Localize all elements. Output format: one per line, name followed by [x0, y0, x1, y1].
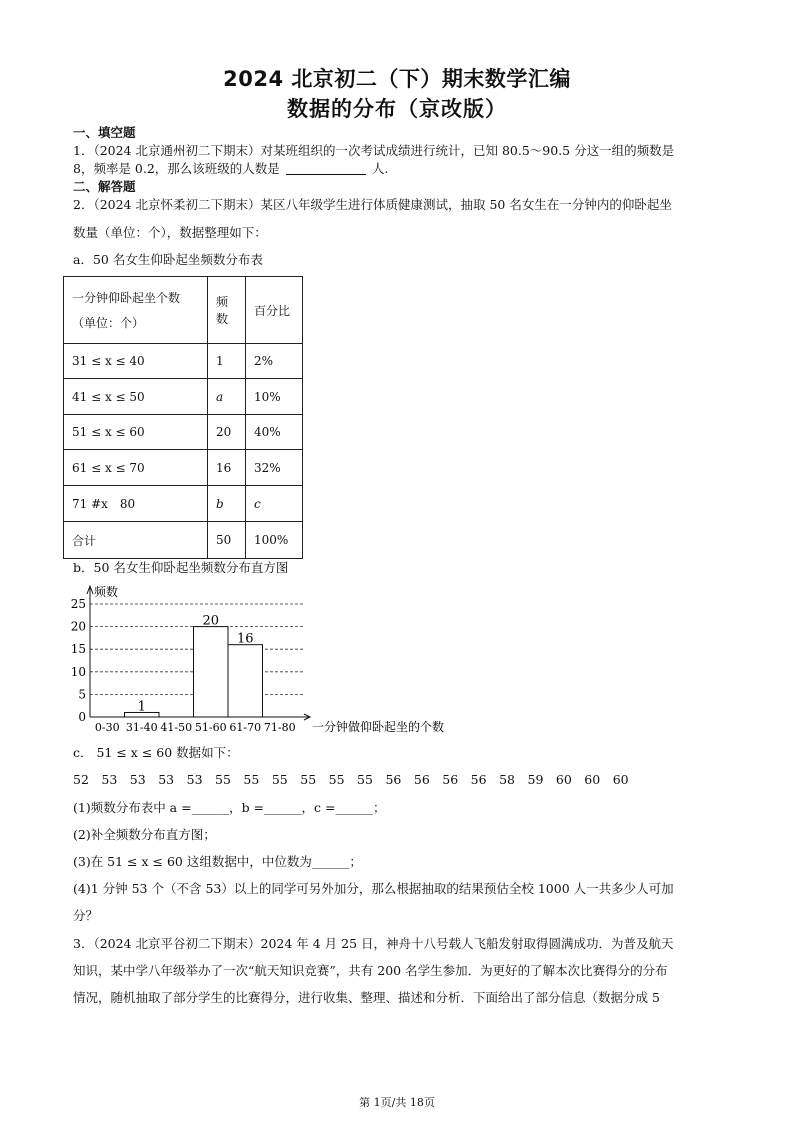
percent-cell: 2% — [246, 344, 303, 379]
q1-line1: 1．（2024 北京通州初二下期末）对某班组织的一次考试成绩进行统计，已知 80.5～90.5 分这一组的频数是 — [73, 143, 675, 158]
q2-part1: (1)频数分布表中 a =______，b =______，c =______； — [73, 800, 386, 815]
answer-blank — [286, 161, 366, 175]
bar-data-label: 20 — [202, 613, 220, 629]
range-cell: 41 ≤ x ≤ 50 — [64, 379, 208, 415]
page-title: 2024 北京初二（下）期末数学汇编 — [223, 67, 571, 91]
y-tick-label: 25 — [70, 597, 86, 611]
q3-line3: 情况，随机抽取了部分学生的比赛得分，进行收集、整理、描述和分析．下面给出了部分信息（数据分成 5 — [73, 990, 660, 1005]
percent-cell: 32% — [246, 450, 303, 486]
x-tick-label: 51-60 — [194, 721, 227, 734]
count-cell: 50 — [208, 522, 246, 559]
page-subtitle: 数据的分布（京改版） — [287, 97, 507, 121]
count-cell: 16 — [208, 450, 246, 486]
q2-part4-line2: 分？ — [73, 908, 99, 923]
table-row — [64, 344, 303, 379]
percent-cell: 100% — [246, 522, 303, 559]
y-tick-label: 0 — [78, 710, 86, 724]
q2-line1: 2．（2024 北京怀柔初二下期末）某区八年级学生进行体质健康测试，抽取 50 名女生在一分钟内的仰卧起坐 — [73, 197, 672, 212]
header-unit: （单位：个） — [72, 316, 145, 330]
count-cell: a — [208, 379, 246, 415]
q1-unit: 人. — [371, 161, 389, 176]
section-fill-blank: 一、填空题 — [73, 125, 136, 140]
bar-data-label: 1 — [137, 699, 146, 715]
range-cell: 61 ≤ x ≤ 70 — [64, 450, 208, 486]
y-tick-label: 20 — [70, 619, 86, 634]
x-tick-label: 41-50 — [160, 721, 193, 734]
x-tick-label: 31-40 — [125, 721, 158, 734]
bar-data-label: 16 — [236, 631, 254, 647]
percent-cell: c — [246, 486, 303, 522]
y-tick-label: 15 — [70, 642, 86, 657]
q2-part2: (2)补全频数分布直方图； — [73, 827, 216, 842]
header-cell: 百分比 — [246, 277, 303, 344]
table-row — [64, 486, 303, 522]
percent-cell: 10% — [246, 379, 303, 415]
frequency-table — [63, 276, 303, 559]
histogram-caption: b．50 名女生仰卧起坐频数分布直方图 — [73, 560, 289, 575]
table-caption: a．50 名女生仰卧起坐频数分布表 — [73, 252, 263, 267]
header-cell — [64, 277, 208, 344]
header-text: 一分钟仰卧起坐个数 — [72, 291, 181, 305]
table-row — [64, 379, 303, 415]
table-row — [64, 450, 303, 486]
q2-part4-line1: (4)1 分钟 53 个（不含 53）以上的同学可另外加分，那么根据抽取的结果预估全校 1000 人一共多少人可加 — [73, 881, 674, 896]
table-header-row — [64, 277, 303, 344]
data-caption: c． 51 ≤ x ≤ 60 数据如下： — [73, 745, 239, 760]
q3-line1: 3．（2024 北京平谷初二下期末）2024 年 4 月 25 日，神舟十八号载人飞船发射取得圆满成功．为普及航天 — [73, 936, 674, 951]
x-axis-label: 一分钟做仰卧起坐的个数 — [312, 720, 445, 734]
q2-line2: 数量（单位：个），数据整理如下： — [73, 225, 267, 240]
range-cell: 31 ≤ x ≤ 40 — [64, 344, 208, 379]
range-cell: 合计 — [64, 522, 208, 559]
percent-cell: 40% — [246, 415, 303, 450]
data-values: 52 53 53 53 53 55 55 55 55 55 55 56 56 56 56 58 59 60 60 60 — [73, 772, 629, 787]
table-row — [64, 415, 303, 450]
y-tick-label: 5 — [78, 687, 86, 702]
q2-part3: (3)在 51 ≤ x ≤ 60 这组数据中，中位数为______； — [73, 854, 362, 869]
header-cell: 频数 — [208, 277, 246, 344]
table-row — [64, 522, 303, 559]
page-footer: 第 1页/共 18页 — [359, 1096, 435, 1109]
section-answer: 二、解答题 — [73, 179, 136, 194]
count-cell: b — [208, 486, 246, 522]
histogram-chart — [60, 580, 480, 740]
q1-line2 — [73, 160, 388, 178]
y-tick-label: 10 — [70, 664, 86, 679]
x-tick-label: 61-70 — [229, 721, 262, 734]
x-tick-label: 0-30 — [94, 721, 120, 734]
histogram-bar — [228, 645, 263, 717]
q1-text: 8，频率是 0.2，那么该班级的人数是 — [73, 161, 280, 176]
count-cell: 20 — [208, 415, 246, 450]
q3-line2: 知识，某中学八年级举办了一次“航天知识竞赛”，共有 200 名学生参加．为更好的了解本次比赛得分的分布 — [73, 963, 668, 978]
x-tick-label: 71-80 — [263, 721, 296, 734]
count-cell: 1 — [208, 344, 246, 379]
range-cell: 51 ≤ x ≤ 60 — [64, 415, 208, 450]
range-cell: 71 #x 80 — [64, 486, 208, 522]
histogram-bar — [194, 627, 229, 717]
y-axis-label: 频数 — [94, 585, 119, 599]
